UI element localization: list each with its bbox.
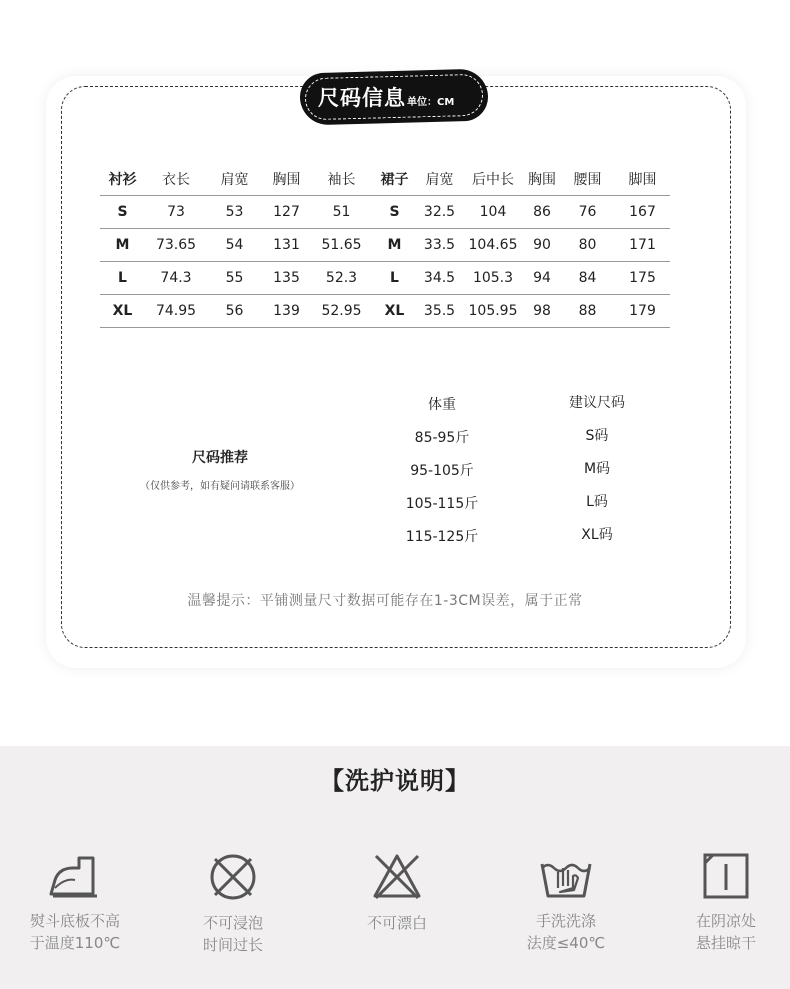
iron-icon xyxy=(45,850,105,902)
table-cell: 51.65 xyxy=(311,229,372,262)
table-cell: 139 xyxy=(262,295,311,328)
no-soak-icon xyxy=(206,850,260,904)
table-cell: 33.5 xyxy=(417,229,462,262)
weight-header: 体重 xyxy=(428,397,456,413)
table-cell: 52.3 xyxy=(311,262,372,295)
table-cell: 53 xyxy=(207,196,262,229)
table-cell: 104.65 xyxy=(462,229,524,262)
table-cell: S xyxy=(372,196,417,229)
header-cell: 裙子 xyxy=(372,162,417,196)
table-cell: 74.3 xyxy=(145,262,207,295)
table-cell: 127 xyxy=(262,196,311,229)
header-cell: 腰围 xyxy=(560,162,615,196)
care-item-no-soak xyxy=(163,850,303,956)
table-cell: 94 xyxy=(524,262,560,295)
table-cell: 88 xyxy=(560,295,615,328)
recommendation-title: 尺码推荐 xyxy=(192,450,248,466)
table-cell: 90 xyxy=(524,229,560,262)
hand-wash-icon xyxy=(538,850,594,902)
table-cell: S xyxy=(100,196,145,229)
header-cell: 胸围 xyxy=(262,162,311,196)
table-cell: 35.5 xyxy=(417,295,462,328)
recommendation-note: （仅供参考，如有疑问请联系客服） xyxy=(140,481,300,492)
table-cell: 73.65 xyxy=(145,229,207,262)
header-cell: 衬衫 xyxy=(100,162,145,196)
table-row xyxy=(100,229,670,262)
care-item-iron xyxy=(5,850,145,954)
header-cell: 衣长 xyxy=(145,162,207,196)
weight-value: 115-125斤 xyxy=(405,529,479,545)
table-cell: 98 xyxy=(524,295,560,328)
table-cell: M xyxy=(372,229,417,262)
weight-column xyxy=(392,389,492,554)
table-cell: 175 xyxy=(615,262,670,295)
care-label: 在阴凉处 悬挂晾干 xyxy=(695,912,756,952)
measurement-tip: 温馨提示：平铺测量尺寸数据可能存在1-3CM误差，属于正常 xyxy=(187,593,583,609)
care-item-hand-wash xyxy=(496,850,636,954)
table-cell: 104 xyxy=(462,196,524,229)
table-cell: 73 xyxy=(145,196,207,229)
care-item-line-dry xyxy=(656,850,790,954)
header-cell: 袖长 xyxy=(311,162,372,196)
table-cell: 84 xyxy=(560,262,615,295)
line-dry-shade-icon xyxy=(700,850,752,902)
care-label: 不可浸泡 时间过长 xyxy=(202,914,263,954)
table-cell: 32.5 xyxy=(417,196,462,229)
table-row xyxy=(100,196,670,229)
table-header-row xyxy=(100,162,670,196)
table-cell: 74.95 xyxy=(145,295,207,328)
table-cell: 54 xyxy=(207,229,262,262)
care-label: 不可漂白 xyxy=(366,914,427,932)
header-cell: 肩宽 xyxy=(417,162,462,196)
unit-label: 单位：CM xyxy=(407,97,455,108)
table-cell: 131 xyxy=(262,229,311,262)
size-value: S码 xyxy=(585,428,609,444)
table-cell: L xyxy=(100,262,145,295)
weight-value: 95-105斤 xyxy=(410,463,474,479)
table-cell: 56 xyxy=(207,295,262,328)
size-table xyxy=(100,162,670,328)
care-item-no-bleach xyxy=(327,850,467,934)
no-bleach-icon xyxy=(370,850,424,904)
care-label: 手洗洗涤 法度≤40℃ xyxy=(526,912,606,952)
table-cell: 34.5 xyxy=(417,262,462,295)
size-value: XL码 xyxy=(581,527,613,543)
table-cell: 76 xyxy=(560,196,615,229)
table-cell: 55 xyxy=(207,262,262,295)
weight-value: 85-95斤 xyxy=(414,430,470,446)
table-cell: 167 xyxy=(615,196,670,229)
page-title: 尺码信息 xyxy=(318,86,406,110)
size-value: M码 xyxy=(583,461,611,477)
header-cell: 肩宽 xyxy=(207,162,262,196)
size-header: 建议尺码 xyxy=(569,395,625,411)
table-cell: XL xyxy=(100,295,145,328)
table-cell: 171 xyxy=(615,229,670,262)
size-value: L码 xyxy=(586,494,608,510)
weight-value: 105-115斤 xyxy=(405,496,479,512)
table-cell: 51 xyxy=(311,196,372,229)
table-cell: M xyxy=(100,229,145,262)
care-title: 【洗护说明】 xyxy=(320,767,470,795)
table-cell: L xyxy=(372,262,417,295)
title-text xyxy=(318,82,454,114)
size-column xyxy=(547,387,647,552)
table-cell: XL xyxy=(372,295,417,328)
table-cell: 52.95 xyxy=(311,295,372,328)
table-cell: 105.3 xyxy=(462,262,524,295)
table-cell: 105.95 xyxy=(462,295,524,328)
table-row xyxy=(100,262,670,295)
table-cell: 80 xyxy=(560,229,615,262)
header-cell: 胸围 xyxy=(524,162,560,196)
table-cell: 86 xyxy=(524,196,560,229)
table-row xyxy=(100,295,670,328)
care-label: 熨斗底板不高 于温度110℃ xyxy=(29,912,121,952)
table-cell: 135 xyxy=(262,262,311,295)
header-cell: 后中长 xyxy=(462,162,524,196)
header-cell: 脚围 xyxy=(615,162,670,196)
table-cell: 179 xyxy=(615,295,670,328)
